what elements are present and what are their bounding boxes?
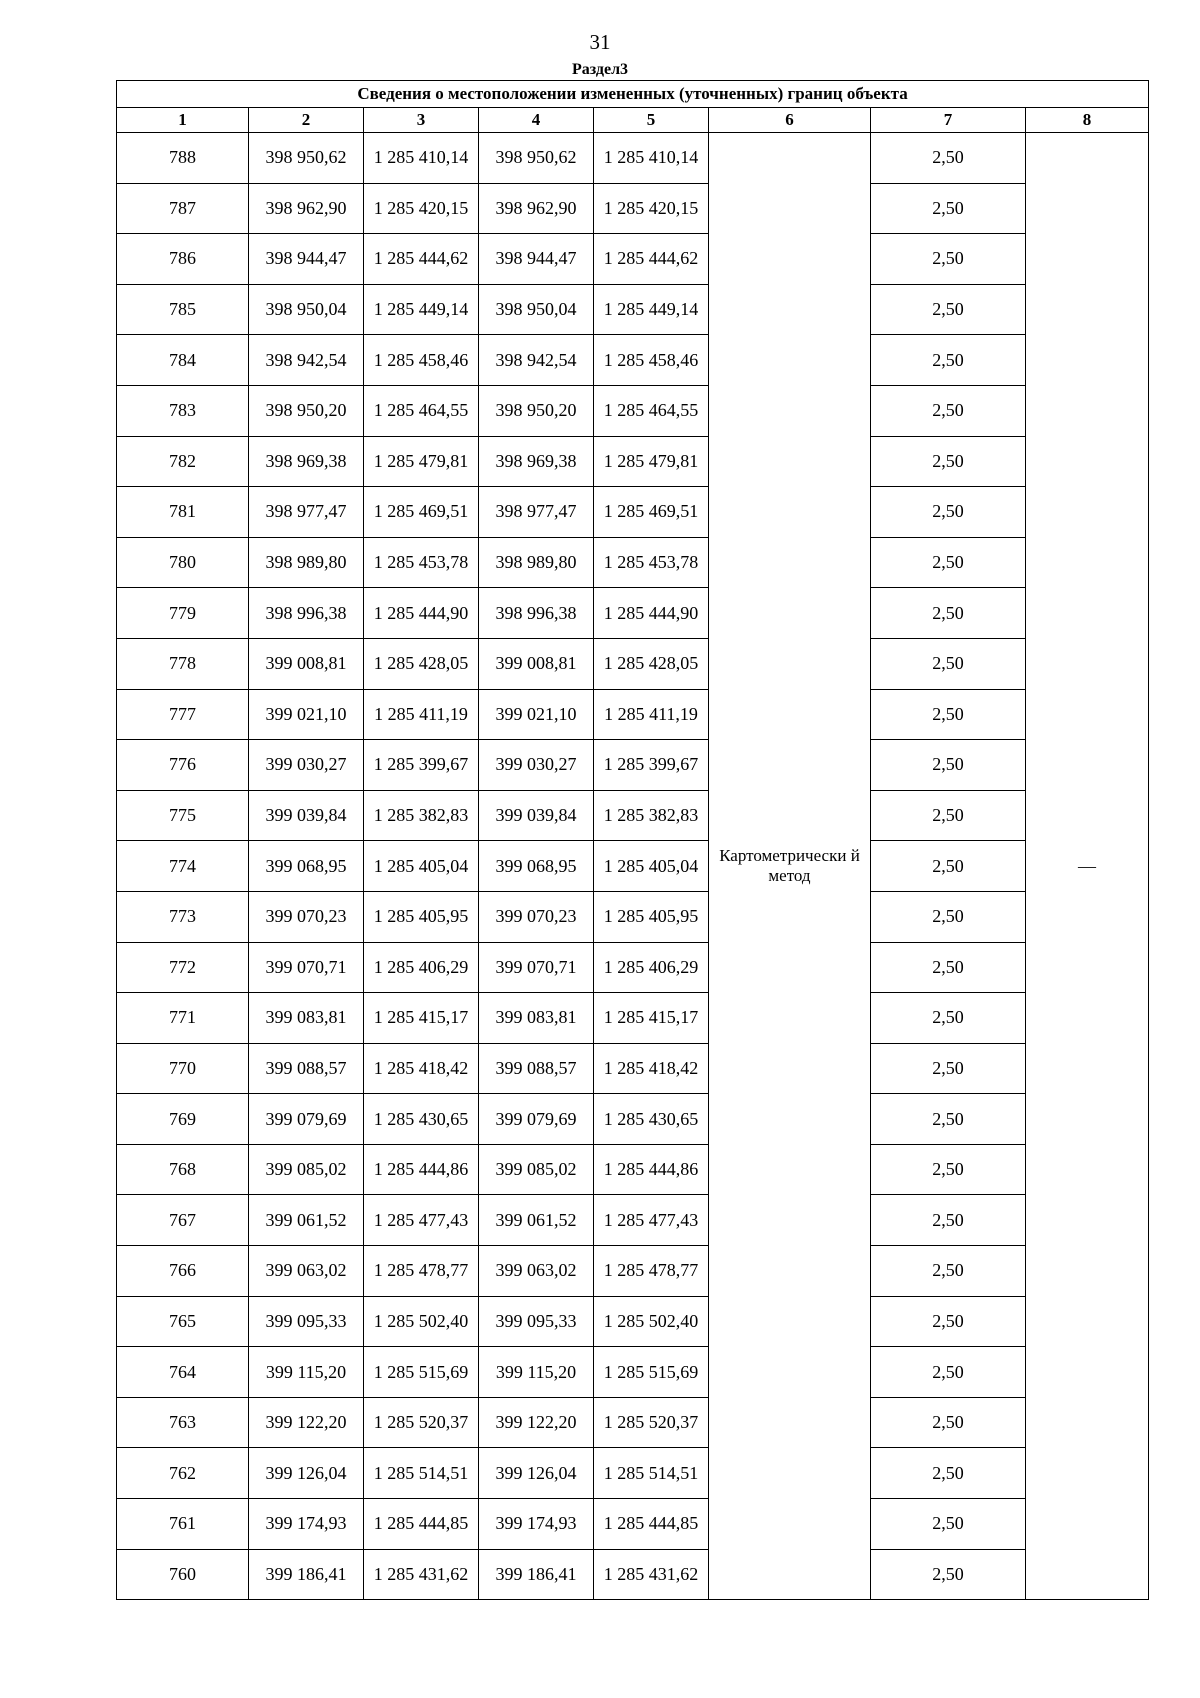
y-new-cell: 1 285 464,55	[594, 385, 709, 436]
column-8-cell: —	[1026, 133, 1149, 1600]
point-number-cell: 771	[117, 993, 249, 1044]
point-number-cell: 767	[117, 1195, 249, 1246]
y-new-cell: 1 285 515,69	[594, 1347, 709, 1398]
accuracy-cell: 2,50	[871, 740, 1026, 791]
x-existing-cell: 398 944,47	[249, 234, 364, 285]
accuracy-cell: 2,50	[871, 537, 1026, 588]
y-new-cell: 1 285 405,95	[594, 891, 709, 942]
y-existing-cell: 1 285 458,46	[364, 335, 479, 386]
x-existing-cell: 398 950,04	[249, 284, 364, 335]
x-existing-cell: 398 996,38	[249, 588, 364, 639]
y-existing-cell: 1 285 502,40	[364, 1296, 479, 1347]
table-row	[117, 1397, 1149, 1448]
x-new-cell: 398 969,38	[479, 436, 594, 487]
x-new-cell: 399 085,02	[479, 1144, 594, 1195]
accuracy-cell: 2,50	[871, 1043, 1026, 1094]
table-row	[117, 588, 1149, 639]
accuracy-cell: 2,50	[871, 487, 1026, 538]
y-new-cell: 1 285 477,43	[594, 1195, 709, 1246]
point-number-cell: 785	[117, 284, 249, 335]
x-existing-cell: 399 186,41	[249, 1549, 364, 1600]
point-number-cell: 766	[117, 1246, 249, 1297]
column-number-row	[117, 108, 1149, 133]
point-number-cell: 782	[117, 436, 249, 487]
y-existing-cell: 1 285 430,65	[364, 1094, 479, 1145]
y-existing-cell: 1 285 406,29	[364, 942, 479, 993]
point-number-cell: 787	[117, 183, 249, 234]
x-existing-cell: 398 969,38	[249, 436, 364, 487]
column-number-3: 3	[364, 108, 479, 133]
x-new-cell: 398 950,04	[479, 284, 594, 335]
table-row	[117, 234, 1149, 285]
y-new-cell: 1 285 453,78	[594, 537, 709, 588]
point-number-cell: 776	[117, 740, 249, 791]
x-new-cell: 398 950,62	[479, 133, 594, 184]
x-existing-cell: 399 174,93	[249, 1499, 364, 1550]
x-new-cell: 399 030,27	[479, 740, 594, 791]
y-new-cell: 1 285 458,46	[594, 335, 709, 386]
accuracy-cell: 2,50	[871, 1448, 1026, 1499]
y-existing-cell: 1 285 469,51	[364, 487, 479, 538]
x-existing-cell: 398 942,54	[249, 335, 364, 386]
x-existing-cell: 399 083,81	[249, 993, 364, 1044]
y-existing-cell: 1 285 479,81	[364, 436, 479, 487]
y-existing-cell: 1 285 453,78	[364, 537, 479, 588]
y-existing-cell: 1 285 515,69	[364, 1347, 479, 1398]
x-new-cell: 398 977,47	[479, 487, 594, 538]
accuracy-cell: 2,50	[871, 689, 1026, 740]
point-number-cell: 763	[117, 1397, 249, 1448]
point-number-cell: 773	[117, 891, 249, 942]
x-existing-cell: 398 950,62	[249, 133, 364, 184]
y-new-cell: 1 285 431,62	[594, 1549, 709, 1600]
x-existing-cell: 399 070,23	[249, 891, 364, 942]
point-number-cell: 762	[117, 1448, 249, 1499]
x-existing-cell: 399 039,84	[249, 790, 364, 841]
table-row	[117, 1499, 1149, 1550]
x-existing-cell: 398 962,90	[249, 183, 364, 234]
point-number-cell: 774	[117, 841, 249, 892]
x-new-cell: 398 962,90	[479, 183, 594, 234]
point-number-cell: 765	[117, 1296, 249, 1347]
x-new-cell: 399 061,52	[479, 1195, 594, 1246]
y-new-cell: 1 285 444,62	[594, 234, 709, 285]
accuracy-cell: 2,50	[871, 1296, 1026, 1347]
table-row	[117, 841, 1149, 892]
x-existing-cell: 399 115,20	[249, 1347, 364, 1398]
y-existing-cell: 1 285 444,90	[364, 588, 479, 639]
y-new-cell: 1 285 405,04	[594, 841, 709, 892]
x-new-cell: 398 944,47	[479, 234, 594, 285]
column-number-5: 5	[594, 108, 709, 133]
point-number-cell: 764	[117, 1347, 249, 1398]
table-body	[117, 133, 1149, 1600]
table-row	[117, 790, 1149, 841]
y-existing-cell: 1 285 444,62	[364, 234, 479, 285]
boundary-coordinates-table	[116, 80, 1149, 1600]
accuracy-cell: 2,50	[871, 891, 1026, 942]
x-new-cell: 399 008,81	[479, 638, 594, 689]
y-new-cell: 1 285 406,29	[594, 942, 709, 993]
x-new-cell: 399 174,93	[479, 1499, 594, 1550]
accuracy-cell: 2,50	[871, 133, 1026, 184]
table-row	[117, 1296, 1149, 1347]
x-existing-cell: 399 068,95	[249, 841, 364, 892]
x-new-cell: 399 126,04	[479, 1448, 594, 1499]
point-number-cell: 779	[117, 588, 249, 639]
table-row	[117, 1144, 1149, 1195]
table-row	[117, 436, 1149, 487]
table-row	[117, 740, 1149, 791]
y-existing-cell: 1 285 405,95	[364, 891, 479, 942]
point-number-cell: 775	[117, 790, 249, 841]
table-row	[117, 385, 1149, 436]
point-number-cell: 783	[117, 385, 249, 436]
point-number-cell: 778	[117, 638, 249, 689]
y-existing-cell: 1 285 514,51	[364, 1448, 479, 1499]
accuracy-cell: 2,50	[871, 1144, 1026, 1195]
column-number-6: 6	[709, 108, 871, 133]
accuracy-cell: 2,50	[871, 790, 1026, 841]
y-existing-cell: 1 285 382,83	[364, 790, 479, 841]
x-existing-cell: 399 088,57	[249, 1043, 364, 1094]
table-row	[117, 891, 1149, 942]
accuracy-cell: 2,50	[871, 385, 1026, 436]
y-new-cell: 1 285 444,86	[594, 1144, 709, 1195]
y-existing-cell: 1 285 449,14	[364, 284, 479, 335]
x-new-cell: 399 079,69	[479, 1094, 594, 1145]
table-row	[117, 1448, 1149, 1499]
point-number-cell: 784	[117, 335, 249, 386]
point-number-cell: 780	[117, 537, 249, 588]
point-number-cell: 781	[117, 487, 249, 538]
point-number-cell: 761	[117, 1499, 249, 1550]
y-existing-cell: 1 285 478,77	[364, 1246, 479, 1297]
y-new-cell: 1 285 479,81	[594, 436, 709, 487]
table-row	[117, 1347, 1149, 1398]
x-new-cell: 399 186,41	[479, 1549, 594, 1600]
x-existing-cell: 399 095,33	[249, 1296, 364, 1347]
x-existing-cell: 399 021,10	[249, 689, 364, 740]
y-new-cell: 1 285 410,14	[594, 133, 709, 184]
table-row	[117, 133, 1149, 184]
x-new-cell: 399 070,71	[479, 942, 594, 993]
point-number-cell: 760	[117, 1549, 249, 1600]
x-existing-cell: 399 063,02	[249, 1246, 364, 1297]
y-new-cell: 1 285 444,90	[594, 588, 709, 639]
accuracy-cell: 2,50	[871, 436, 1026, 487]
x-existing-cell: 399 070,71	[249, 942, 364, 993]
x-new-cell: 399 039,84	[479, 790, 594, 841]
column-number-4: 4	[479, 108, 594, 133]
x-existing-cell: 399 030,27	[249, 740, 364, 791]
x-new-cell: 399 063,02	[479, 1246, 594, 1297]
point-number-cell: 777	[117, 689, 249, 740]
y-existing-cell: 1 285 444,85	[364, 1499, 479, 1550]
table-row	[117, 335, 1149, 386]
y-existing-cell: 1 285 444,86	[364, 1144, 479, 1195]
y-new-cell: 1 285 478,77	[594, 1246, 709, 1297]
accuracy-cell: 2,50	[871, 993, 1026, 1044]
point-number-cell: 768	[117, 1144, 249, 1195]
y-existing-cell: 1 285 431,62	[364, 1549, 479, 1600]
table-row	[117, 487, 1149, 538]
x-new-cell: 399 068,95	[479, 841, 594, 892]
y-new-cell: 1 285 415,17	[594, 993, 709, 1044]
y-new-cell: 1 285 399,67	[594, 740, 709, 791]
accuracy-cell: 2,50	[871, 183, 1026, 234]
table-row	[117, 1195, 1149, 1246]
accuracy-cell: 2,50	[871, 638, 1026, 689]
x-new-cell: 399 115,20	[479, 1347, 594, 1398]
y-new-cell: 1 285 444,85	[594, 1499, 709, 1550]
accuracy-cell: 2,50	[871, 234, 1026, 285]
y-new-cell: 1 285 430,65	[594, 1094, 709, 1145]
y-existing-cell: 1 285 464,55	[364, 385, 479, 436]
x-existing-cell: 399 126,04	[249, 1448, 364, 1499]
table-row	[117, 1246, 1149, 1297]
accuracy-cell: 2,50	[871, 1195, 1026, 1246]
x-new-cell: 399 021,10	[479, 689, 594, 740]
y-new-cell: 1 285 411,19	[594, 689, 709, 740]
x-new-cell: 398 950,20	[479, 385, 594, 436]
accuracy-cell: 2,50	[871, 284, 1026, 335]
accuracy-cell: 2,50	[871, 588, 1026, 639]
y-existing-cell: 1 285 410,14	[364, 133, 479, 184]
page-number: 31	[589, 30, 611, 54]
x-existing-cell: 399 122,20	[249, 1397, 364, 1448]
table-row	[117, 993, 1149, 1044]
table-row	[117, 1043, 1149, 1094]
point-number-cell: 770	[117, 1043, 249, 1094]
table-row	[117, 942, 1149, 993]
x-new-cell: 399 070,23	[479, 891, 594, 942]
accuracy-cell: 2,50	[871, 1246, 1026, 1297]
y-existing-cell: 1 285 520,37	[364, 1397, 479, 1448]
section-title: Раздел3	[571, 61, 629, 78]
accuracy-cell: 2,50	[871, 1397, 1026, 1448]
x-existing-cell: 398 950,20	[249, 385, 364, 436]
y-existing-cell: 1 285 411,19	[364, 689, 479, 740]
y-existing-cell: 1 285 420,15	[364, 183, 479, 234]
table-row	[117, 689, 1149, 740]
x-new-cell: 399 122,20	[479, 1397, 594, 1448]
y-new-cell: 1 285 502,40	[594, 1296, 709, 1347]
x-existing-cell: 399 008,81	[249, 638, 364, 689]
accuracy-cell: 2,50	[871, 1499, 1026, 1550]
x-existing-cell: 399 079,69	[249, 1094, 364, 1145]
x-existing-cell: 398 977,47	[249, 487, 364, 538]
table-row	[117, 638, 1149, 689]
point-number-cell: 772	[117, 942, 249, 993]
x-existing-cell: 399 061,52	[249, 1195, 364, 1246]
x-new-cell: 398 989,80	[479, 537, 594, 588]
y-existing-cell: 1 285 405,04	[364, 841, 479, 892]
column-number-8: 8	[1026, 108, 1149, 133]
y-new-cell: 1 285 520,37	[594, 1397, 709, 1448]
table-row	[117, 284, 1149, 335]
column-number-2: 2	[249, 108, 364, 133]
x-existing-cell: 399 085,02	[249, 1144, 364, 1195]
y-new-cell: 1 285 418,42	[594, 1043, 709, 1094]
y-new-cell: 1 285 449,14	[594, 284, 709, 335]
y-existing-cell: 1 285 415,17	[364, 993, 479, 1044]
y-new-cell: 1 285 469,51	[594, 487, 709, 538]
x-new-cell: 399 088,57	[479, 1043, 594, 1094]
table-row	[117, 537, 1149, 588]
y-new-cell: 1 285 428,05	[594, 638, 709, 689]
x-new-cell: 399 083,81	[479, 993, 594, 1044]
column-number-1: 1	[117, 108, 249, 133]
y-existing-cell: 1 285 399,67	[364, 740, 479, 791]
accuracy-cell: 2,50	[871, 841, 1026, 892]
point-number-cell: 769	[117, 1094, 249, 1145]
accuracy-cell: 2,50	[871, 942, 1026, 993]
method-cell: Картометрически й метод	[709, 133, 871, 1600]
table-row	[117, 1094, 1149, 1145]
point-number-cell: 788	[117, 133, 249, 184]
x-new-cell: 398 996,38	[479, 588, 594, 639]
x-existing-cell: 398 989,80	[249, 537, 364, 588]
x-new-cell: 399 095,33	[479, 1296, 594, 1347]
y-new-cell: 1 285 514,51	[594, 1448, 709, 1499]
y-existing-cell: 1 285 418,42	[364, 1043, 479, 1094]
y-existing-cell: 1 285 428,05	[364, 638, 479, 689]
y-new-cell: 1 285 420,15	[594, 183, 709, 234]
accuracy-cell: 2,50	[871, 1094, 1026, 1145]
column-number-7: 7	[871, 108, 1026, 133]
accuracy-cell: 2,50	[871, 1549, 1026, 1600]
accuracy-cell: 2,50	[871, 335, 1026, 386]
table-caption: Сведения о местоположении измененных (уточненных) границ объекта	[117, 81, 1149, 108]
y-existing-cell: 1 285 477,43	[364, 1195, 479, 1246]
x-new-cell: 398 942,54	[479, 335, 594, 386]
point-number-cell: 786	[117, 234, 249, 285]
table-row	[117, 1549, 1149, 1600]
y-new-cell: 1 285 382,83	[594, 790, 709, 841]
table-row	[117, 183, 1149, 234]
accuracy-cell: 2,50	[871, 1347, 1026, 1398]
